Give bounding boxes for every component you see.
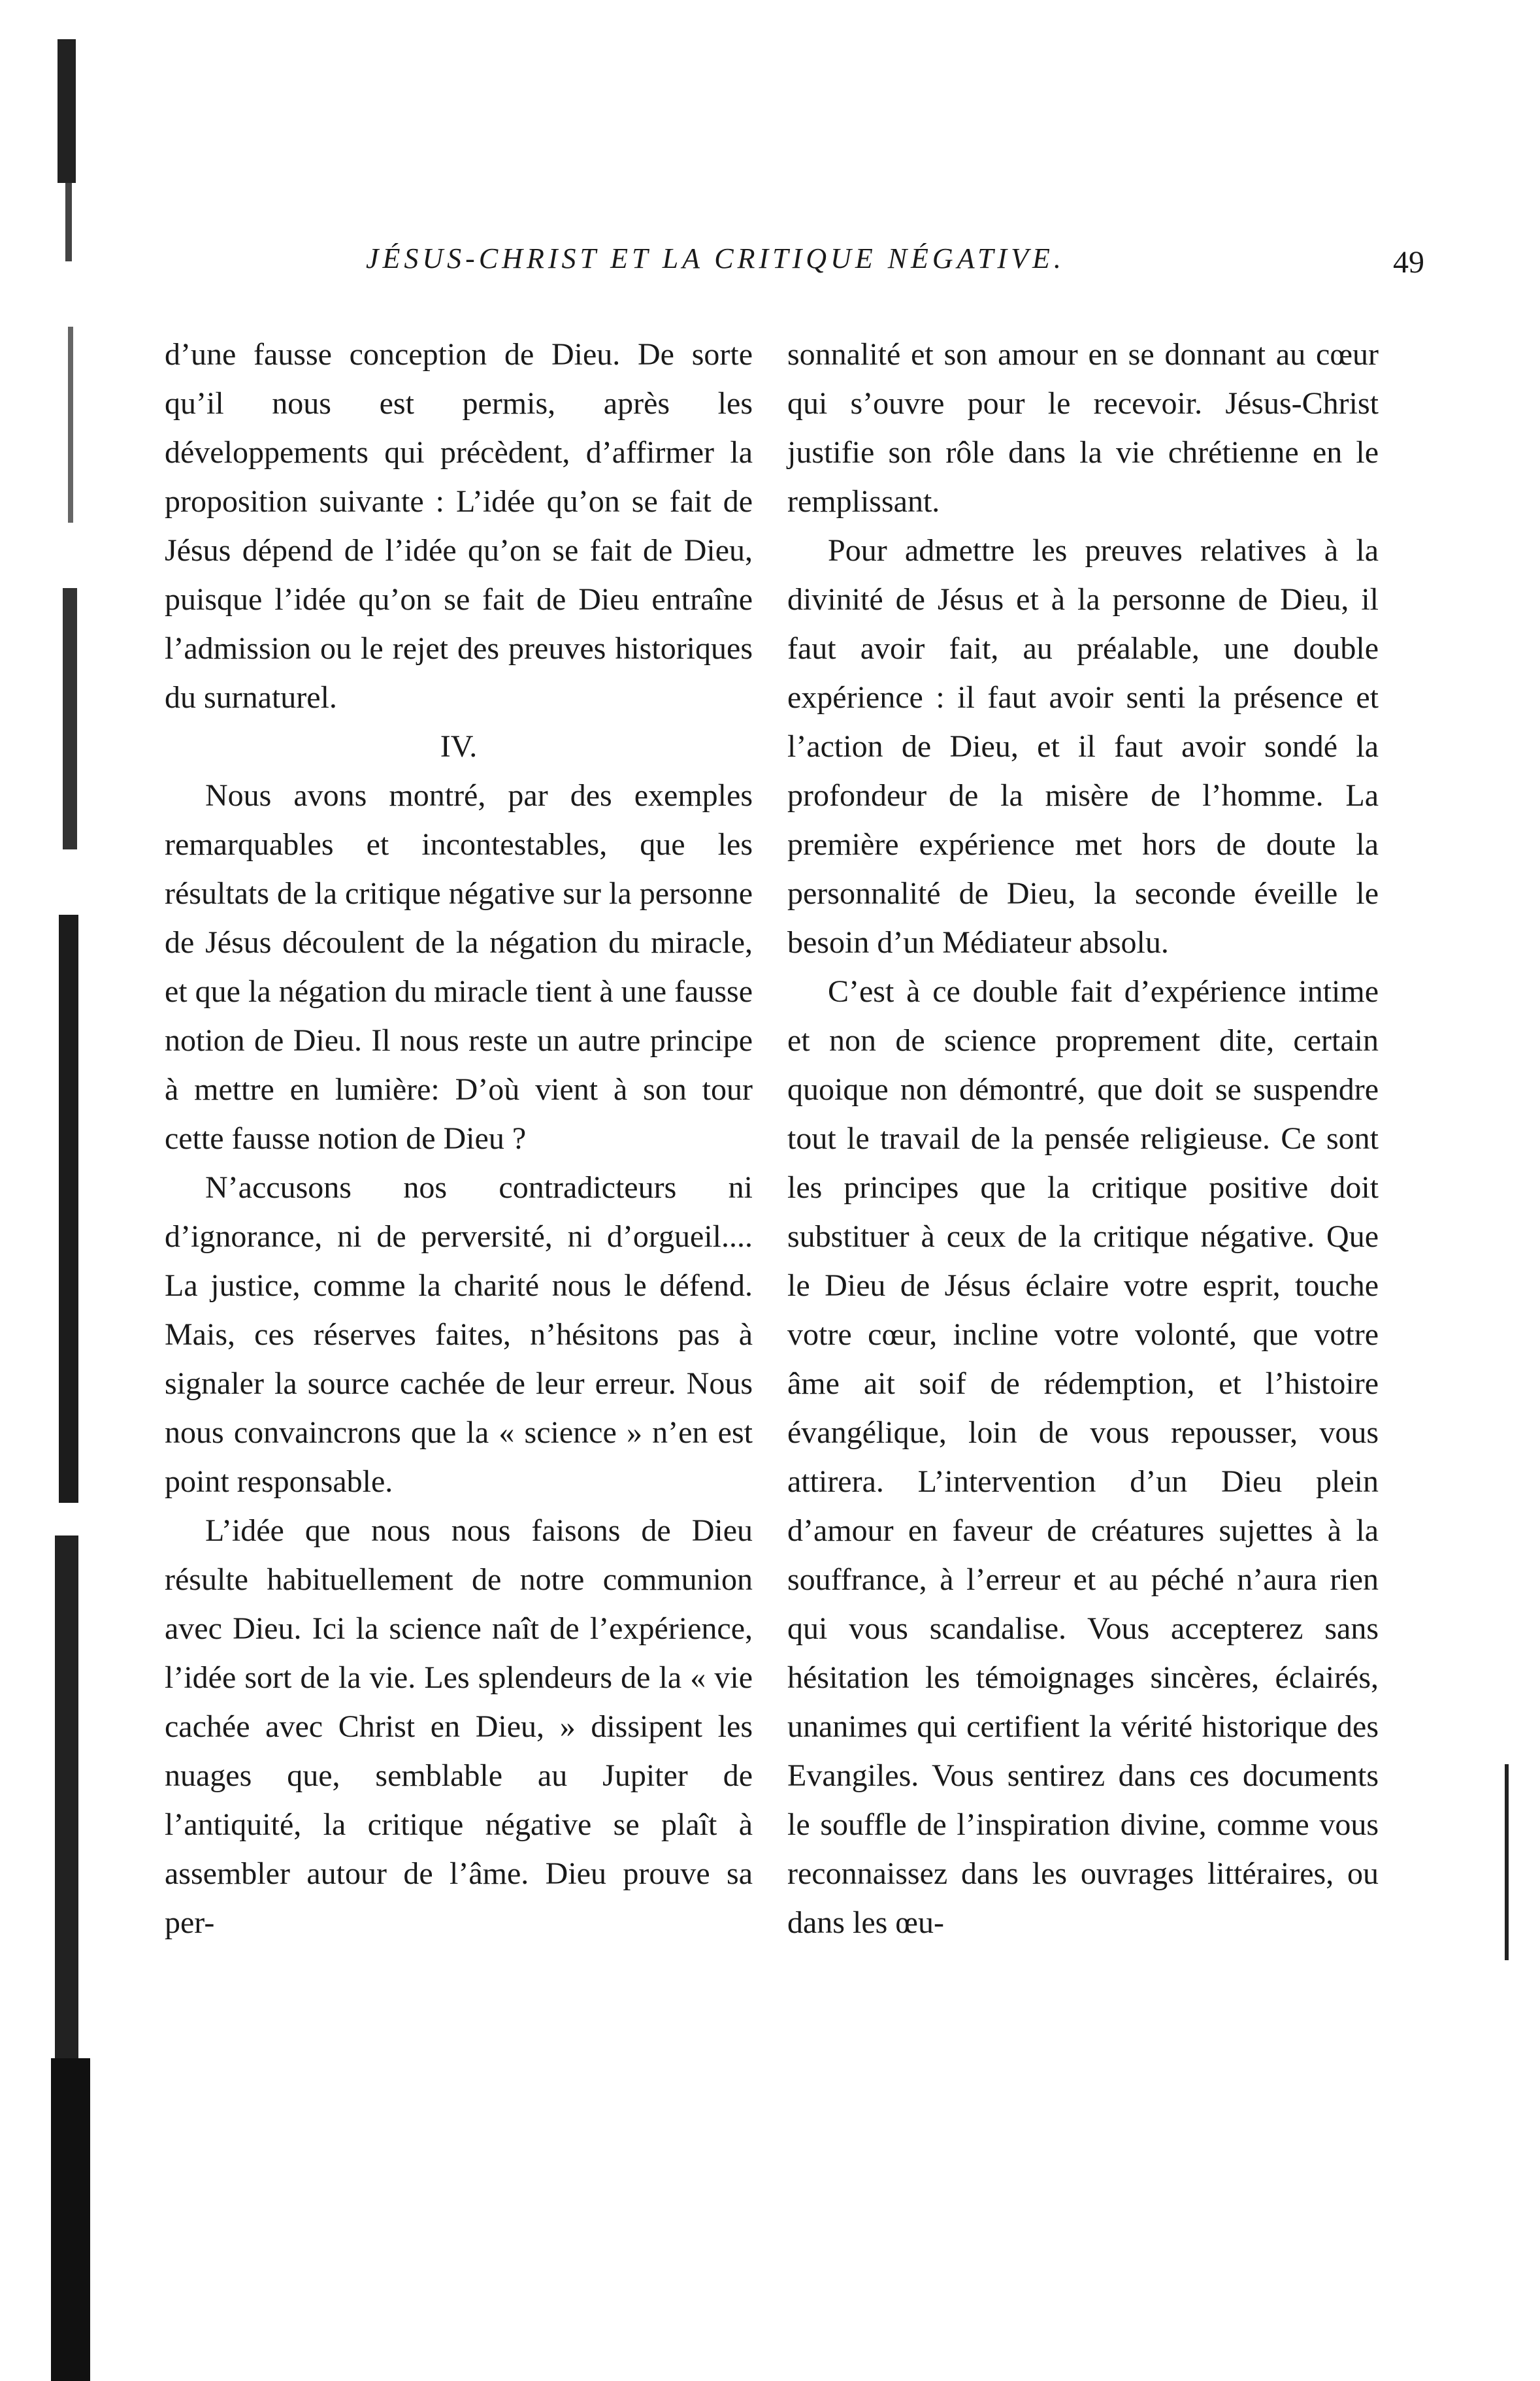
paragraph: Nous avons montré, par des exemples remarquables et incontestables, que les résultats de la critique négative sur la personne de Jésus découlent de la négation du miracle, et que la négation du miracle tient à une fausse notion de Dieu. Il nous reste un autre principe à mettre en lumière: D’où vient à son tour cette fausse notion de Dieu ? bbox=[165, 778, 753, 1156]
right-column bbox=[787, 330, 1379, 1947]
left-column bbox=[165, 330, 753, 1947]
scan-edge-mark bbox=[1501, 1764, 1514, 1960]
paragraph: L’idée que nous nous faisons de Dieu résulte habituellement de notre communion avec Dieu. Ici la science naît de l’expérience, l’idée sort de la vie. Les splendeurs de la « vie cachée avec Christ en Dieu, » dissipent les nuages que, semblable au Jupiter de l’antiquité, la critique négative se plaît à assembler autour de l’âme. Dieu prouve sa per- bbox=[165, 1513, 753, 1940]
paragraph: sonnalité et son amour en se donnant au cœur qui s’ouvre pour le recevoir. Jésus-Christ justifie son rôle dans la vie chrétienne en le remplissant. bbox=[787, 337, 1379, 519]
paragraph: C’est à ce double fait d’expérience intime et non de science proprement dite, certain quoique non démontré, que doit se suspendre tout le travail de la pensée religieuse. Ce sont les principes que la critique positive doit substituer à ceux de la critique négative. Que le Dieu de Jésus éclaire votre esprit, touche votre cœur, incline votre volonté, que votre âme ait soif de rédemption, et l’histoire évangélique, loin de vous repousser, vous attirera. L’intervention d’un Dieu plein d’amour en faveur de créatures sujettes à la souffrance, à l’erreur et au péché n’aura rien qui vous scandalise. Vous accepterez sans hésitation les témoignages sincères, éclairés, unanimes qui certifient la vérité historique des Evangiles. Vous sentirez dans ces documents le souffle de l’inspiration divine, comme vous reconnaissez dans les ouvrages littéraires, ou dans les œu- bbox=[787, 974, 1379, 1940]
scan-binding-edge bbox=[39, 0, 131, 2381]
paragraph: N’accusons nos contradicteurs ni d’ignorance, ni de perversité, ni d’orgueil.... La justice, comme la charité nous le défend. Mais, ces réserves faites, n’hésitons pas à signaler la source cachée de leur erreur. Nous nous convaincrons que la « science » n’en est point responsable. bbox=[165, 1170, 753, 1499]
section-heading: IV. bbox=[440, 729, 478, 764]
page-number: 49 bbox=[1393, 245, 1424, 280]
running-title: JÉSUS-CHRIST ET LA CRITIQUE NÉGATIVE. bbox=[366, 242, 1065, 274]
paragraph: Pour admettre les preuves relatives à la divinité de Jésus et à la personne de Dieu, il faut avoir fait, au préalable, une double expérience : il faut avoir senti la présence et l’action de Dieu, et il faut avoir sondé la profondeur de la misère de l’homme. La première expérience met hors de doute la personnalité de Dieu, la seconde éveille le besoin d’un Médiateur absolu. bbox=[787, 533, 1379, 960]
paragraph: d’une fausse conception de Dieu. De sorte qu’il nous est permis, après les développements qui précèdent, d’affirmer la proposition suivante : L’idée qu’on se fait de Jésus dépend de l’idée qu’on se fait de Dieu, puisque l’idée qu’on se fait de Dieu entraîne l’admission ou le rejet des preuves historiques du surnaturel. bbox=[165, 337, 753, 715]
running-head bbox=[366, 242, 1424, 294]
